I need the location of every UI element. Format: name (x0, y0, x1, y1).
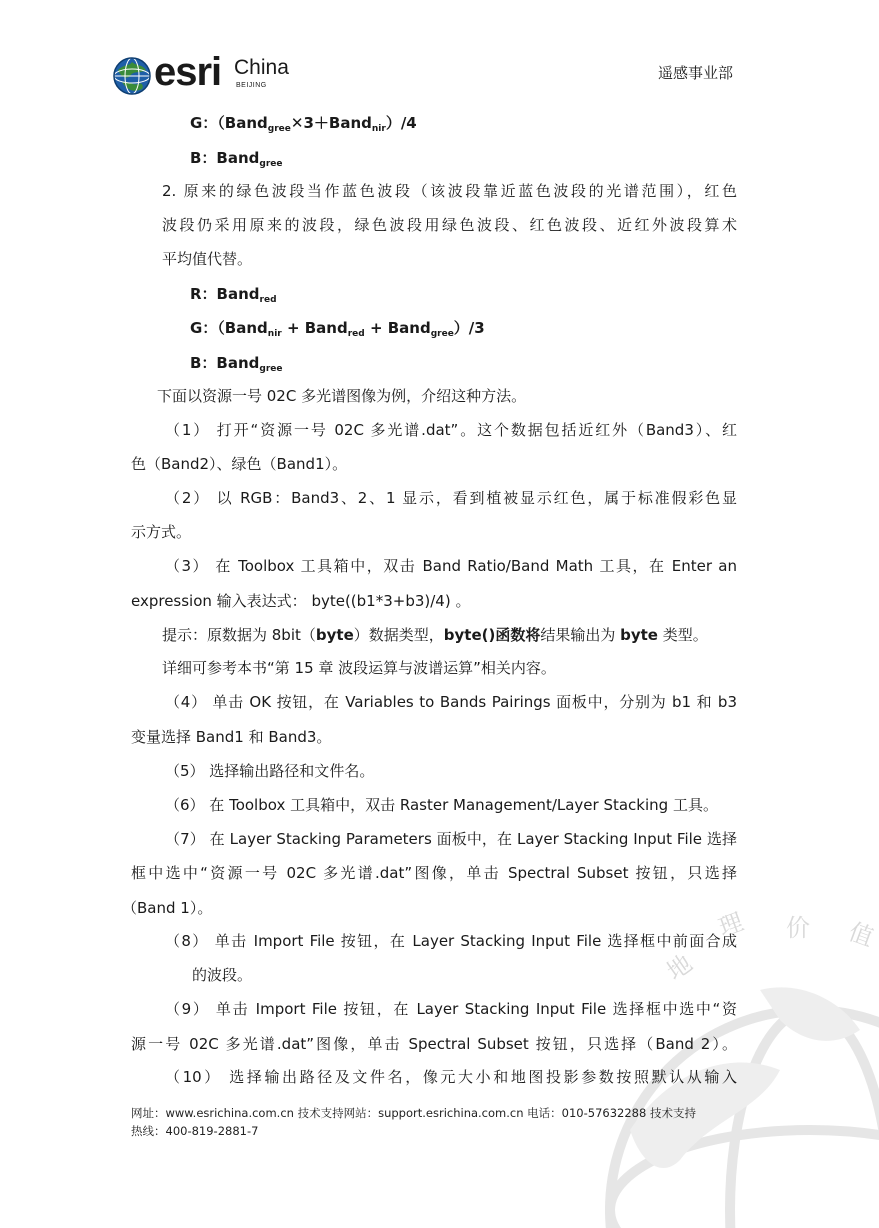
method2-line3: 平均值代替。 (162, 250, 253, 268)
step3-line1: （3） 在 Toolbox 工具箱中，双击 Band Ratio/Band Math 工具，在 Enter an (165, 557, 737, 575)
step8-line2: 的波段。 (192, 966, 253, 984)
step9-line2: 源一号 02C 多光谱.dat”图像，单击 Spectral Subset 按钮，只选择（Band 2）。 (131, 1035, 737, 1053)
formula-g-a: G：（Band$_{gree}$✕3＋Band$_{nir}$）/4 (190, 114, 417, 134)
watermark-char: 理 (714, 907, 747, 943)
step4-line1: （4） 单击 OK 按钮，在 Variables to Bands Pairings 面板中，分别为 b1 和 b3 (165, 693, 737, 711)
formula-r-b: R：Band$_{red}$ (190, 285, 277, 305)
step7-line3: （Band 1）。 (122, 899, 213, 917)
step3-line2: expression 输入表达式： byte((b1*3+b3)/4) 。 (131, 592, 471, 610)
logo-wordmark: esri (154, 50, 222, 94)
step1-line1: （1） 打开“资源一号 02C 多光谱.dat”。这个数据包括近红外（Band3）、红 (165, 421, 737, 439)
intro-paragraph: 下面以资源一号 02C 多光谱图像为例，介绍这种方法。 (157, 387, 527, 405)
step10-line1: （10） 选择输出路径及文件名，像元大小和地图投影参数按照默认从输入 (165, 1068, 737, 1086)
esri-logo (112, 50, 302, 96)
footer-line2: 热线：400-819-2881-7 (131, 1124, 259, 1138)
watermark-char: 价 (786, 914, 810, 942)
method2-line1: 2. 原来的绿色波段当作蓝色波段（该波段靠近蓝色波段的光谱范围），红色 (162, 182, 737, 200)
step2-line2: 示方式。 (131, 523, 192, 541)
step5: （5） 选择输出路径和文件名。 (165, 762, 375, 780)
step7-line1: （7） 在 Layer Stacking Parameters 面板中，在 Layer Stacking Input File 选择 (165, 830, 737, 848)
watermark-char: 值 (845, 917, 878, 953)
step9-line1: （9） 单击 Import File 按钮，在 Layer Stacking Input File 选择框中选中“资 (165, 1000, 737, 1018)
formula-b-a: B：Band$_{gree}$ (190, 149, 283, 169)
step2-line1: （2） 以 RGB：Band3、2、1 显示，看到植被显示红色，属于标准假彩色显 (165, 489, 737, 507)
formula-b-b: B：Band$_{gree}$ (190, 354, 283, 374)
method2-line2: 波段仍采用原来的波段，绿色波段用绿色波段、红色波段、近红外波段算术 (162, 216, 737, 234)
tip-line2: 详细可参考本书“第 15 章 波段运算与波谱运算”相关内容。 (162, 659, 556, 677)
tip-line1: 提示：原数据为 8bit（byte）数据类型，byte()函数将结果输出为 byte 类型。 (162, 626, 708, 644)
step7-line2: 框中选中“资源一号 02C 多光谱.dat”图像，单击 Spectral Subset 按钮，只选择 (131, 864, 737, 882)
department-label: 遥感事业部 (658, 64, 734, 82)
watermark-globe-graphic (560, 950, 869, 1228)
globe-icon (112, 56, 152, 96)
footer-line1: 网址：www.esrichina.com.cn 技术支持网站：support.esrichina.com.cn 电话：010-57632288 技术支持 (131, 1106, 696, 1120)
watermark-char: 地 (661, 949, 698, 986)
formula-g-b: G：（Band$_{nir}$ + Band$_{red}$ + Band$_{gree}$）/3 (190, 319, 485, 339)
logo-china: China (234, 56, 289, 79)
step8-line1: （8） 单击 Import File 按钮，在 Layer Stacking Input File 选择框中前面合成 (165, 932, 737, 950)
step6: （6） 在 Toolbox 工具箱中，双击 Raster Management/Layer Stacking 工具。 (165, 796, 718, 814)
logo-beijing: BEIJING (236, 82, 267, 89)
step1-line2: 色（Band2）、绿色（Band1）。 (131, 455, 348, 473)
step4-line2: 变量选择 Band1 和 Band3。 (131, 728, 332, 746)
